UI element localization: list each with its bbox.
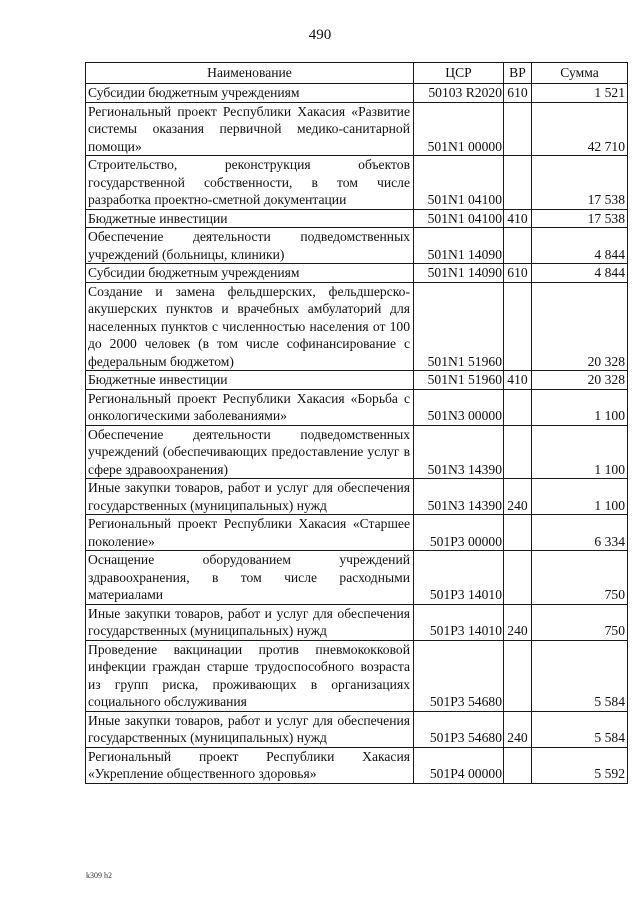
table-row [86, 209, 628, 228]
table-row [86, 747, 628, 783]
row-vr: 410 [504, 371, 532, 390]
row-vr [504, 282, 532, 371]
row-name: Региональный проект Республики Хакасия «Развитие системы оказания первичной медико-санитарной помощи» [86, 102, 414, 156]
table-row [86, 515, 628, 551]
row-vr: 240 [504, 711, 532, 747]
row-sum: 5 584 [532, 640, 628, 711]
table-row [86, 425, 628, 479]
table-row [86, 84, 628, 103]
row-csr: 501N1 14090 [414, 228, 504, 264]
row-sum: 750 [532, 604, 628, 640]
table-header-row [86, 63, 628, 84]
row-vr: 240 [504, 479, 532, 515]
table-row [86, 551, 628, 605]
row-sum: 1 100 [532, 389, 628, 425]
row-vr [504, 551, 532, 605]
header-name: Наименование [86, 63, 414, 84]
row-name: Региональный проект Республики Хакасия «Борьба с онкологическими заболеваниями» [86, 389, 414, 425]
row-csr: 501N3 14390 [414, 479, 504, 515]
row-csr: 501N1 14090 [414, 264, 504, 283]
row-csr: 501P4 00000 [414, 747, 504, 783]
row-sum: 17 538 [532, 156, 628, 210]
row-vr: 610 [504, 264, 532, 283]
row-vr [504, 747, 532, 783]
table-row [86, 389, 628, 425]
row-sum: 17 538 [532, 209, 628, 228]
budget-table [85, 62, 628, 784]
page-number: 490 [308, 27, 332, 43]
row-csr: 501P3 54680 [414, 640, 504, 711]
row-vr [504, 389, 532, 425]
header-sum: Сумма [532, 63, 628, 84]
header-csr: ЦСР [414, 63, 504, 84]
row-csr: 501P3 54680 [414, 711, 504, 747]
row-name: Обеспечение деятельности подведомственных учреждений (обеспечивающих предоставление услуг в сфере здравоохранения) [86, 425, 414, 479]
row-name: Обеспечение деятельности подведомственных учреждений (больницы, клиники) [86, 228, 414, 264]
row-name: Иные закупки товаров, работ и услуг для обеспечения государственных (муниципальных) нужд [86, 479, 414, 515]
row-csr: 501N1 04100 [414, 156, 504, 210]
row-vr [504, 425, 532, 479]
row-sum: 5 584 [532, 711, 628, 747]
row-csr: 501N1 04100 [414, 209, 504, 228]
row-sum: 20 328 [532, 371, 628, 390]
header-vr: ВР [504, 63, 532, 84]
row-name: Иные закупки товаров, работ и услуг для обеспечения государственных (муниципальных) нужд [86, 604, 414, 640]
row-sum: 6 334 [532, 515, 628, 551]
row-sum: 4 844 [532, 264, 628, 283]
row-csr: 501P3 00000 [414, 515, 504, 551]
row-vr [504, 640, 532, 711]
row-name: Бюджетные инвестиции [86, 209, 414, 228]
row-vr [504, 156, 532, 210]
row-name: Проведение вакцинации против пневмококковой инфекции граждан старше трудоспособного возраста из групп риска, проживающих в организациях социального обслуживания [86, 640, 414, 711]
row-vr: 410 [504, 209, 532, 228]
row-csr: 50103 R2020 [414, 84, 504, 103]
row-name: Строительство, реконструкция объектов государственной собственности, в том числе разработка проектно-сметной документации [86, 156, 414, 210]
row-sum: 1 100 [532, 425, 628, 479]
row-csr: 501N3 00000 [414, 389, 504, 425]
row-csr: 501N3 14390 [414, 425, 504, 479]
table-row [86, 228, 628, 264]
row-csr: 501N1 51960 [414, 282, 504, 371]
table-row [86, 640, 628, 711]
table-row [86, 282, 628, 371]
row-sum: 1 100 [532, 479, 628, 515]
row-sum: 750 [532, 551, 628, 605]
row-vr: 610 [504, 84, 532, 103]
row-name: Субсидии бюджетным учреждениям [86, 84, 414, 103]
row-name: Региональный проект Республики Хакасия «Укрепление общественного здоровья» [86, 747, 414, 783]
row-vr [504, 102, 532, 156]
row-sum: 20 328 [532, 282, 628, 371]
table-row [86, 479, 628, 515]
row-name: Оснащение оборудованием учреждений здравоохранения, в том числе расходными материалами [86, 551, 414, 605]
table-row [86, 371, 628, 390]
row-vr: 240 [504, 604, 532, 640]
table-row [86, 264, 628, 283]
row-name: Бюджетные инвестиции [86, 371, 414, 390]
row-csr: 501P3 14010 [414, 604, 504, 640]
row-sum: 5 592 [532, 747, 628, 783]
table-row [86, 604, 628, 640]
row-csr: 501P3 14010 [414, 551, 504, 605]
table-row [86, 156, 628, 210]
footer-code: k309 h2 [86, 871, 112, 880]
row-vr [504, 515, 532, 551]
row-sum: 42 710 [532, 102, 628, 156]
row-vr [504, 228, 532, 264]
row-name: Субсидии бюджетным учреждениям [86, 264, 414, 283]
row-csr: 501N1 00000 [414, 102, 504, 156]
row-csr: 501N1 51960 [414, 371, 504, 390]
row-name: Региональный проект Республики Хакасия «Старшее поколение» [86, 515, 414, 551]
table-row [86, 102, 628, 156]
row-sum: 4 844 [532, 228, 628, 264]
row-name: Создание и замена фельдшерских, фельдшерско-акушерских пунктов и врачебных амбулаторий для населенных пунктов с численностью населения от 100 до 2000 человек (в том числе софинансирование с федеральным бюджетом) [86, 282, 414, 371]
row-name: Иные закупки товаров, работ и услуг для обеспечения государственных (муниципальных) нужд [86, 711, 414, 747]
row-sum: 1 521 [532, 84, 628, 103]
table-row [86, 711, 628, 747]
